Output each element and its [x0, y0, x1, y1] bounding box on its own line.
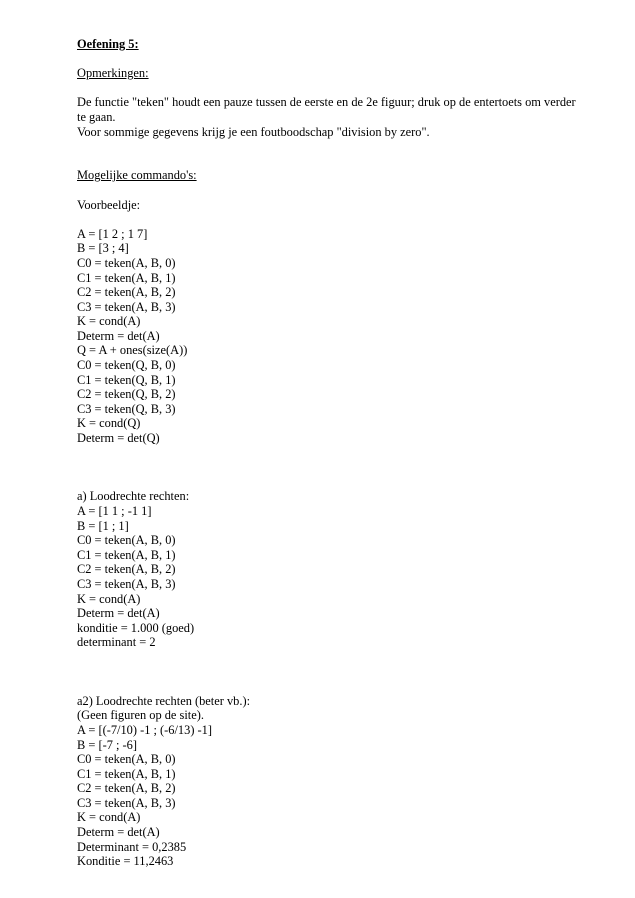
code-line: K = cond(A) [77, 591, 141, 606]
code-line: B = [1 ; 1] [77, 518, 129, 533]
code-line: C1 = teken(A, B, 1) [77, 766, 176, 781]
code-line: C0 = teken(Q, B, 0) [77, 358, 176, 373]
code-line: C2 = teken(A, B, 2) [77, 562, 176, 577]
code-line: C1 = teken(Q, B, 1) [77, 372, 176, 387]
code-line: C3 = teken(Q, B, 3) [77, 401, 176, 416]
remarks-paragraph-1: De functie "teken" houdt een pauze tussen de eerste en de 2e figuur; druk op de entertoets om verder te gaan. [77, 95, 576, 124]
code-line: C2 = teken(A, B, 2) [77, 781, 176, 796]
code-line: A = [1 2 ; 1 7] [77, 226, 148, 241]
code-line: K = cond(A) [77, 810, 141, 825]
result-line: determinant = 2 [77, 635, 156, 650]
result-line: Determinant = 0,2385 [77, 839, 187, 854]
document-page [77, 37, 577, 869]
code-line: C2 = teken(Q, B, 2) [77, 387, 176, 402]
code-line: A = [1 1 ; -1 1] [77, 504, 152, 518]
code-line: Determ = det(A) [77, 328, 160, 343]
section-a2-heading: a2) Loodrechte rechten (beter vb.): [77, 693, 251, 708]
code-line: K = cond(A) [77, 314, 141, 329]
code-line: C0 = teken(A, B, 0) [77, 533, 176, 548]
code-line: Determ = det(A) [77, 825, 160, 840]
code-line: C3 = teken(A, B, 3) [77, 576, 176, 591]
code-line: C0 = teken(A, B, 0) [77, 752, 176, 767]
code-line: Determ = det(Q) [77, 431, 160, 446]
code-line: C0 = teken(A, B, 0) [77, 255, 176, 270]
code-line: C1 = teken(A, B, 1) [77, 547, 176, 562]
code-line: C3 = teken(A, B, 3) [77, 795, 176, 810]
result-line: konditie = 1.000 (goed) [77, 620, 195, 635]
remarks-heading: Opmerkingen: [77, 66, 149, 81]
code-line: A = [(-7/10) -1 ; (-6/13) -1] [77, 722, 212, 737]
section-a [77, 489, 577, 650]
example-label: Voorbeeldje: [77, 197, 141, 212]
commands-heading: Mogelijke commando's: [77, 168, 197, 183]
remarks-paragraph-2: Voor sommige gegevens krijg je een foutboodschap "division by zero". [77, 124, 430, 139]
section-a-heading: a) Loodrechte rechten: [77, 489, 190, 504]
code-line: K = cond(Q) [77, 416, 141, 431]
code-line: C3 = teken(A, B, 3) [77, 299, 176, 314]
section-a2 [77, 694, 577, 869]
code-line: B = [3 ; 4] [77, 241, 129, 256]
code-line: B = [-7 ; -6] [77, 737, 137, 752]
section-a2-note: (Geen figuren op de site). [77, 708, 204, 723]
exercise-title: Oefening 5: [77, 37, 139, 51]
code-line: Determ = det(A) [77, 606, 160, 621]
example-code-block [77, 227, 577, 446]
code-line: Q = A + ones(size(A)) [77, 343, 188, 358]
code-line: C1 = teken(A, B, 1) [77, 270, 176, 285]
code-line: C2 = teken(A, B, 2) [77, 285, 176, 300]
result-line: Konditie = 11,2463 [77, 854, 174, 869]
